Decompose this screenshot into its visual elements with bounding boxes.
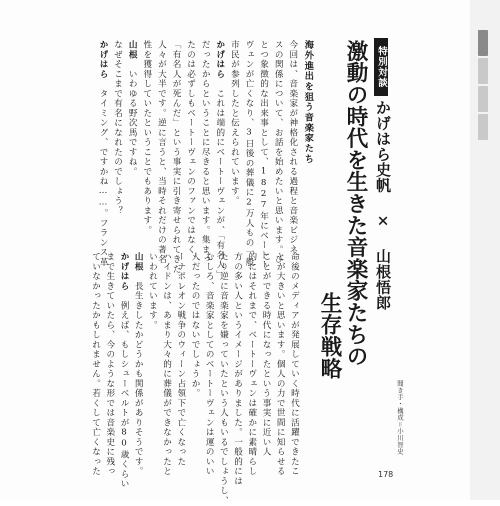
headline-line-1: 激動の時代を生きた音楽家たちの: [343, 40, 368, 367]
speaker-name: かげはら: [98, 40, 108, 79]
speaker-line: [131, 252, 145, 476]
speaker-line: [96, 40, 110, 267]
speaker-line: [125, 40, 139, 177]
text-line: 性を獲得していたということでもあります。: [141, 40, 152, 235]
text-line: ていなかったかもしれません。若くして亡くなった: [90, 252, 101, 477]
speaker-name: かげはら: [214, 40, 225, 79]
speaker-text: 長生きしたかどうかも関係がありそうです。: [133, 271, 144, 477]
text-line: なぜそこまで有名になれたのでしょう？: [112, 40, 123, 216]
speaker-name: かげはら: [119, 252, 129, 291]
text-line: とつ象徴的な出来事として、1827年にベートー: [258, 40, 269, 270]
text-line: ーナポレオン戦争のウィーン占領下で亡くなった: [175, 252, 186, 467]
feature-badge: [374, 38, 388, 96]
speaker-line: [212, 40, 226, 279]
edge-index-strip: [470, 0, 500, 500]
text-line: 命後のメディアが発展していく時代に活躍できたこ: [289, 252, 300, 477]
participants: かげはら史帆 × 山根悟郎: [374, 100, 392, 311]
section-heading: 海外進出を狙う音楽家たち: [302, 40, 314, 165]
text-line: ことができる時代になったという事実に近い人: [261, 252, 271, 457]
feature-badge-label: 特別対談: [376, 46, 387, 88]
page-number: 178: [378, 470, 394, 479]
text-line: ハイドンは、あまり大々的に葬儀ができなかったと: [161, 252, 172, 477]
text-line: 方の多い人というイメージがありました。一般的には: [232, 252, 243, 486]
edge-tab: [478, 30, 488, 56]
edge-tab: [478, 114, 488, 140]
text-line: スの関係について、お話を始めたいと思います。ひ: [273, 40, 284, 265]
speaker-text: 例えば、もしシューベルトが80歳くらい: [119, 291, 129, 489]
text-line: むしろ、音楽家としてのベートーヴェンは運のいい: [204, 252, 215, 477]
speaker-name: 山根: [127, 40, 138, 60]
headline-line-2: 生存戦略: [317, 292, 342, 380]
text-line: たのは必ずしもベートーヴェンのファンではなく、: [185, 40, 196, 265]
speaker-name: 山根: [133, 252, 144, 272]
text-line: いわれています。: [147, 252, 158, 330]
speaker-text: タイミング、ですかね……。フランス革: [98, 79, 108, 268]
text-line: 市民が参列したと伝えられています。: [229, 40, 240, 206]
text-line: 人々が大半です。逆に言うと、当時それだけの著名: [156, 40, 167, 265]
text-line: とが大きいと思います。個人の力で世間に知らせる: [275, 252, 286, 477]
speaker-line: [117, 252, 131, 489]
speaker-text: いわゆる野次馬ですね。: [127, 59, 138, 177]
text-line: 的にはそれまで、ベートーヴェンは確かに素晴らし: [246, 252, 257, 477]
text-line: まで生きていたら、今のような形では音楽史に残っ: [104, 252, 115, 477]
edge-tab: [478, 58, 488, 84]
edge-tab: [478, 86, 488, 112]
text-line: たり逆に音楽家を嫌っていたという人もいるでしょうし、: [218, 252, 229, 506]
text-line: 今回は、音楽家が神格化される過程と音楽ビジネ: [287, 40, 298, 255]
speaker-text: これは端的にベートーヴェンが、「有名人」: [214, 79, 225, 280]
text-line: だったからということに尽きると思います。集まっ: [200, 40, 211, 265]
text-line: 人だったのではないでしょうか。: [190, 252, 200, 399]
text-line: 「有名人が死んだ」という事実に引き寄せられてきた: [171, 40, 181, 274]
credit: 聞き手・構成＝小川智史: [396, 380, 404, 455]
text-line: ヴェンが亡くなり、3日後の葬儀に2万人もの一般: [244, 40, 254, 268]
